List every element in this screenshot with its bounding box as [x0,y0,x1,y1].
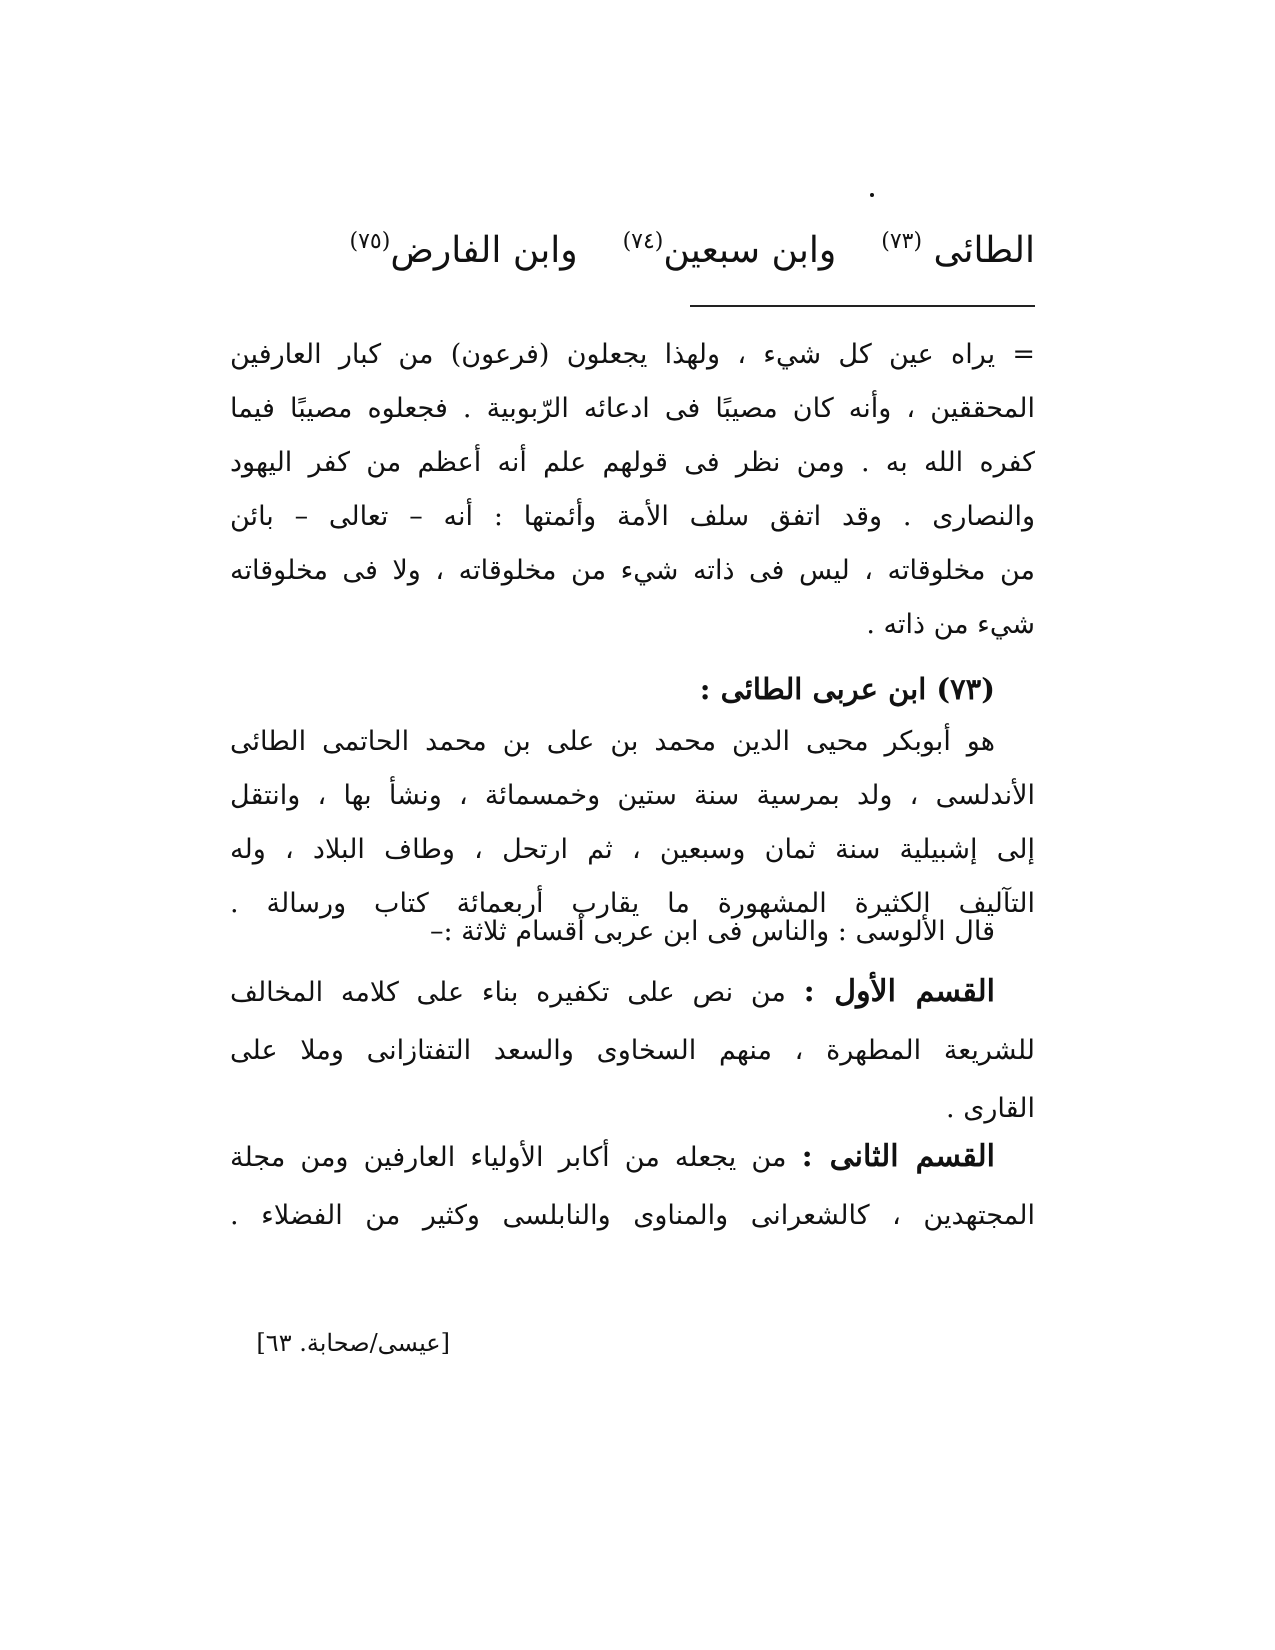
bio-line: التآليف الكثيرة المشهورة ما يقارب أربعمائة كتاب ورسالة . [230,888,1035,919]
footnote-line: كفره الله به . ومن نظر فى قولهم علم أنه أعظم من كفر اليهود [230,447,1035,478]
section-one-line: للشريعة المطهرة ، منهم السخاوى والسعد التفتازانى وملا على [230,1035,1035,1066]
footnote-73-heading: (٧٣) ابن عربى الطائى : [699,672,995,706]
footnote-marker-73: (٧٣) [881,229,923,254]
ink-dot [870,193,874,197]
section-two-line: المجتهدين ، كالشعرانى والمناوى والنابلسى وكثير من الفضلاء . [230,1200,1035,1231]
page-reference: [عيسى/صحابة. ٦٣] [256,1329,450,1357]
footnote-line: شيء من ذاته . [866,609,1035,640]
footnote-line: والنصارى . وقد اتفق سلف الأمة وأئمتها : أنه – تعالى – بائن [230,501,1035,532]
footnote-line: من مخلوقاته ، ليس فى ذاته شيء من مخلوقاته ، ولا فى مخلوقاته [230,555,1035,586]
name-ibn-alfarid: وابن الفارض [390,230,578,271]
footnote-73-bio [230,715,1035,931]
footnote-continuation [230,328,1035,652]
main-text-line [230,212,1035,281]
footnote-separator [690,305,1035,307]
section-two-lead: القسم الثانى : [801,1139,995,1174]
name-ibn-sabin: وابن سبعين [663,230,837,271]
footnote-marker-74: (٧٤) [622,229,664,254]
section-two-first-line [230,1128,1035,1187]
footnote-marker-75: (٧٥) [349,229,391,254]
bio-line: هو أبوبكر محيى الدين محمد بن على بن محمد الحاتمى الطائى [230,726,995,757]
section-two [230,1128,1035,1245]
footnote-line: = يراه عين كل شيء ، ولهذا يجعلون (فرعون) من كبار العارفين [230,339,1035,370]
name-altai: الطائى [933,230,1035,271]
section-two-text: من يجعله من أكابر الأولياء العارفين ومن مجلة [230,1142,787,1173]
footnote-line: المحققين ، وأنه كان مصيبًا فى ادعائه الرّبوبية . فجعلوه مصيبًا فيما [230,393,1035,424]
bio-line: إلى إشبيلية سنة ثمان وسبعين ، ثم ارتحل ، وطاف البلاد ، وله [230,834,1035,865]
section-one-line: القارى . [946,1093,1035,1124]
section-one-lead: القسم الأول : [803,974,995,1009]
alusi-quote: قال الألوسى : والناس فى ابن عربى أقسام ثلاثة :– [429,916,995,947]
section-one [230,963,1035,1138]
bio-line: الأندلسى ، ولد بمرسية سنة ستين وخمسمائة ، ونشأ بها ، وانتقل [230,780,1035,811]
section-one-text: من نص على تكفيره بناء على كلامه المخالف [230,977,786,1008]
section-one-first-line [230,963,1035,1022]
